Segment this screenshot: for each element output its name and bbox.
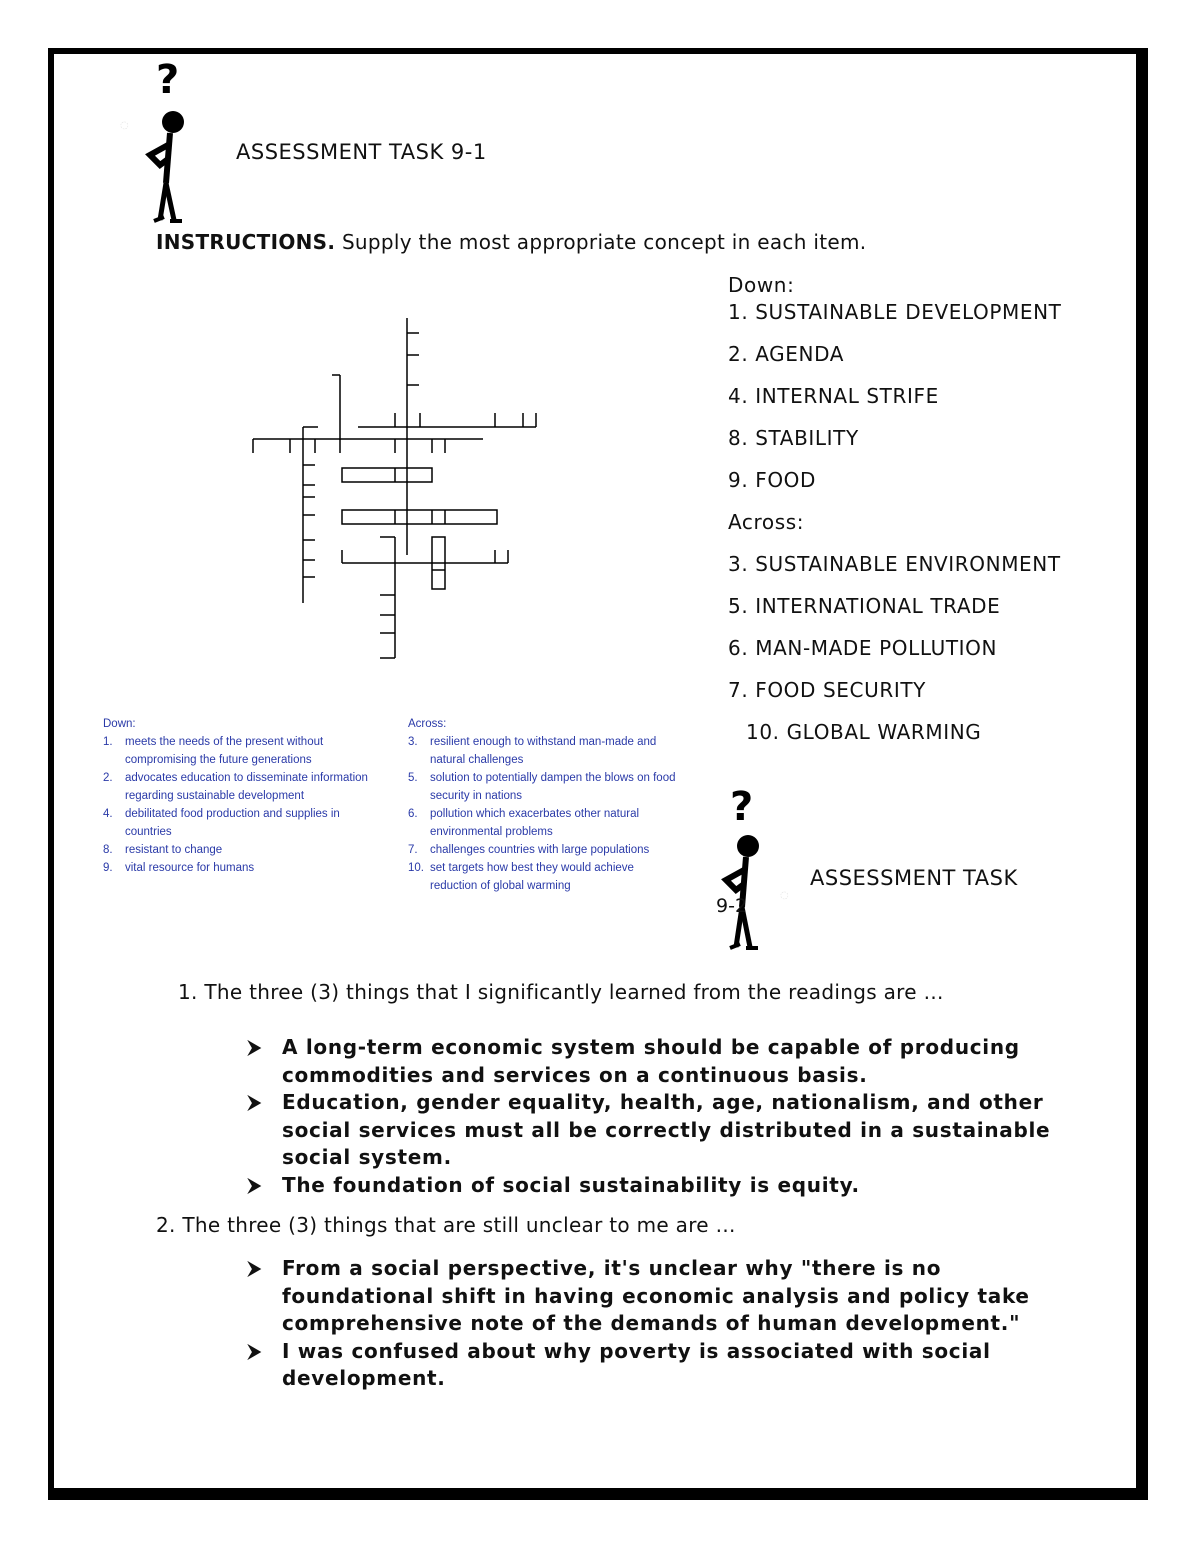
answer-across-3: 3. SUSTAINABLE ENVIRONMENT xyxy=(728,552,1061,576)
learned-list xyxy=(248,1034,1068,1199)
clue-row xyxy=(408,805,683,841)
task-9-2-title: ASSESSMENT TASK xyxy=(810,866,1018,890)
arrow-bullet-icon: ⮞ xyxy=(248,1258,262,1279)
answers-across-header: Across: xyxy=(728,510,805,534)
list-item xyxy=(248,1338,1068,1393)
clue-row xyxy=(408,841,683,859)
answer-across-6: 6. MAN-MADE POLLUTION xyxy=(728,636,998,660)
answer-list xyxy=(728,272,1088,761)
list-item-text: From a social perspective, it's unclear why "there is no foundational shift in having economic analysis and policy take comprehensive note of the demands of human development." xyxy=(282,1256,1030,1335)
clue-number: 4. xyxy=(103,808,113,820)
task-9-2-number: 9-2 xyxy=(716,895,748,917)
clue-row xyxy=(103,859,375,877)
clue-row xyxy=(103,733,375,769)
unclear-list xyxy=(248,1255,1068,1393)
clue-row xyxy=(103,769,375,805)
task-9-1-title: ASSESSMENT TASK 9-1 xyxy=(236,140,487,164)
list-item xyxy=(248,1172,1068,1200)
list-item-text: The foundation of social sustainability is equity. xyxy=(282,1172,860,1197)
clues-across-header: Across: xyxy=(408,718,447,730)
answer-down-9: 9. FOOD xyxy=(728,468,817,492)
clue-row xyxy=(103,841,375,859)
clue-text: pollution which exacerbates other natural environmental problems xyxy=(430,808,640,838)
answer-down-8: 8. STABILITY xyxy=(728,426,859,450)
list-item-text: Education, gender equality, health, age, nationalism, and other social services must all be correctly distributed in a sustainable social system. xyxy=(282,1090,1051,1169)
question-1: 1. The three (3) things that I significantly learned from the readings are … xyxy=(178,980,944,1004)
instructions-label: INSTRUCTIONS. xyxy=(156,230,336,254)
clue-number: 7. xyxy=(408,844,418,856)
answer-across-5: 5. INTERNATIONAL TRADE xyxy=(728,594,1001,618)
clue-text: set targets how best they would achieve reduction of global warming xyxy=(430,862,634,892)
list-item xyxy=(248,1089,1068,1172)
question-2: 2. The three (3) things that are still unclear to me are … xyxy=(156,1213,736,1237)
clue-text: meets the needs of the present without compromising the future generations xyxy=(125,736,324,766)
clues-down xyxy=(103,715,375,877)
clue-number: 5. xyxy=(408,772,418,784)
clue-row xyxy=(408,769,683,805)
thinking-figure-icon xyxy=(130,55,200,230)
clues-across xyxy=(408,715,683,895)
clue-text: challenges countries with large populations xyxy=(430,844,650,856)
clue-row xyxy=(103,805,375,841)
clues-down-header: Down: xyxy=(103,718,136,730)
arrow-bullet-icon: ⮞ xyxy=(248,1037,262,1058)
clue-number: 10. xyxy=(408,862,424,874)
list-item-text: A long-term economic system should be capable of producing commodities and services on a continuous basis. xyxy=(282,1035,1020,1087)
clue-row xyxy=(408,733,683,769)
answer-down-1: 1. SUSTAINABLE DEVELOPMENT xyxy=(728,300,1062,324)
crossword-grid xyxy=(250,315,540,665)
clue-number: 6. xyxy=(408,808,418,820)
clue-number: 9. xyxy=(103,862,113,874)
svg-text:?: ? xyxy=(156,57,180,103)
answer-down-2: 2. AGENDA xyxy=(728,342,844,366)
clue-number: 8. xyxy=(103,844,113,856)
clue-row xyxy=(408,859,683,895)
answers-down-header: Down: xyxy=(728,273,795,297)
clue-text: advocates education to disseminate information regarding sustainable development xyxy=(125,772,368,802)
clue-number: 1. xyxy=(103,736,113,748)
thinking-figure-icon xyxy=(710,782,780,957)
watermark: ◌ xyxy=(777,888,791,903)
clue-text: resilient enough to withstand man-made and natural challenges xyxy=(430,736,657,766)
answer-across-10: 10. GLOBAL WARMING xyxy=(746,720,982,744)
arrow-bullet-icon: ⮞ xyxy=(248,1340,262,1362)
arrow-bullet-icon: ⮞ xyxy=(248,1092,262,1113)
clue-text: resistant to change xyxy=(125,844,223,856)
instructions-text: Supply the most appropriate concept in each item. xyxy=(335,230,867,254)
clue-text: debilitated food production and supplies in countries xyxy=(125,808,340,838)
clue-number: 2. xyxy=(103,772,113,784)
watermark: ◌ xyxy=(117,118,131,133)
answer-down-4: 4. INTERNAL STRIFE xyxy=(728,384,939,408)
svg-text:?: ? xyxy=(730,784,754,830)
clue-text: solution to potentially dampen the blows on food security in nations xyxy=(430,772,676,802)
list-item-text: I was confused about why poverty is associated with social development. xyxy=(282,1338,991,1390)
list-item xyxy=(248,1255,1068,1338)
clue-number: 3. xyxy=(408,736,418,748)
list-item xyxy=(248,1034,1068,1089)
answer-across-7: 7. FOOD SECURITY xyxy=(728,678,926,702)
instructions xyxy=(156,230,866,254)
arrow-bullet-icon: ⮞ xyxy=(248,1174,262,1196)
clue-text: vital resource for humans xyxy=(125,862,255,874)
